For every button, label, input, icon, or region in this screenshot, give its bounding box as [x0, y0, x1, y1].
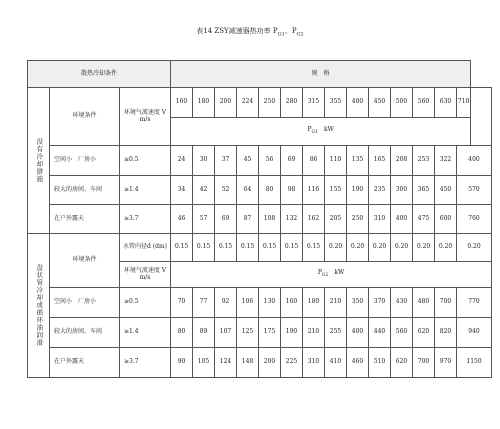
g2-water: 0.15	[303, 234, 325, 262]
g2-cell: 175	[259, 318, 281, 348]
g1-cell: 205	[325, 205, 347, 234]
g2-env-label: 环境条件	[50, 234, 120, 288]
g1-size: 280	[281, 88, 303, 118]
g1-cell: 132	[281, 205, 303, 234]
g2-water: 0.20	[369, 234, 391, 262]
g2-cell: 106	[237, 288, 259, 318]
g2-cell: 130	[259, 288, 281, 318]
g2-cell: 430	[391, 288, 413, 318]
table-row	[28, 146, 492, 176]
g1-cell: 162	[303, 205, 325, 234]
g1-row-speed: ≥3.7	[120, 205, 171, 234]
g2-cell: 700	[413, 348, 435, 378]
g1-size: 180	[193, 88, 215, 118]
g2-cell: 310	[303, 348, 325, 378]
g2-cell: 350	[347, 288, 369, 318]
g2-cell: 400	[347, 318, 369, 348]
g1-cell: 310	[369, 205, 391, 234]
g2-cell: 210	[325, 288, 347, 318]
g1-cell: 110	[325, 146, 347, 176]
g1-row-env: 空间小 厂房小	[50, 146, 120, 176]
g1-cell: 30	[193, 146, 215, 176]
g2-water: 0.15	[215, 234, 237, 262]
g1-size: 355	[325, 88, 347, 118]
g2-water: 0.15	[281, 234, 303, 262]
g1-row-env: 较大的房间、车间	[50, 176, 120, 205]
g2-cell: 440	[369, 318, 391, 348]
g1-cell: 250	[347, 205, 369, 234]
g2-cell: 510	[369, 348, 391, 378]
g2-cell: 77	[193, 288, 215, 318]
g2-cell: 700	[435, 288, 457, 318]
g2-cell: 410	[325, 348, 347, 378]
g1-cell: 450	[435, 176, 457, 205]
g1-size: 160	[171, 88, 193, 118]
g1-cell: 37	[215, 146, 237, 176]
g2-cell: 92	[215, 288, 237, 318]
g2-cell: 560	[391, 318, 413, 348]
g2-cell: 460	[347, 348, 369, 378]
g1-cell: 57	[193, 205, 215, 234]
g2-water-row	[28, 234, 492, 262]
g2-water: 0.20	[413, 234, 435, 262]
g2-cell: 210	[303, 318, 325, 348]
g2-cell: 620	[413, 318, 435, 348]
g2-cell: 70	[171, 288, 193, 318]
g2-cell: 770	[457, 288, 492, 318]
g1-cell: 46	[171, 205, 193, 234]
g2-unit-label: $P_{G2}$ kW	[171, 262, 492, 288]
group1-label: 没有冷却措施	[28, 88, 50, 234]
g2-cell: 225	[281, 348, 303, 378]
g2-cell: 940	[457, 318, 492, 348]
g2-cell: 105	[193, 348, 215, 378]
table-row	[28, 205, 492, 234]
g1-row-speed: ≥0.5	[120, 146, 171, 176]
g2-cell: 107	[215, 318, 237, 348]
g2-water: 0.20	[325, 234, 347, 262]
g2-cell: 124	[215, 348, 237, 378]
g2-water: 0.15	[237, 234, 259, 262]
header-row	[28, 61, 492, 88]
g1-cell: 69	[281, 146, 303, 176]
g1-size: 710	[457, 88, 471, 118]
g1-cell: 108	[259, 205, 281, 234]
g2-airspeed-label: 环境气流速度 V m/s	[120, 262, 171, 288]
g2-water: 0.15	[259, 234, 281, 262]
g2-cell: 1150	[457, 348, 492, 378]
g2-cell: 190	[281, 318, 303, 348]
g1-env-label: 环境条件	[50, 88, 120, 146]
g1-cell: 24	[171, 146, 193, 176]
g1-cell: 300	[391, 176, 413, 205]
g2-water: 0.15	[193, 234, 215, 262]
g1-cell: 322	[435, 146, 457, 176]
g2-row-env: 在户外露天	[50, 348, 120, 378]
g2-water: 0.20	[347, 234, 369, 262]
g1-cell: 87	[237, 205, 259, 234]
g2-cell: 180	[303, 288, 325, 318]
g1-cell: 208	[391, 146, 413, 176]
g2-row-speed: ≥1.4	[120, 318, 171, 348]
g1-size-row	[28, 88, 492, 118]
g1-cell: 155	[325, 176, 347, 205]
g1-unit-label: $P_{G1}$ kW	[171, 118, 471, 146]
g1-cell: 98	[281, 176, 303, 205]
g1-cell: 235	[369, 176, 391, 205]
g2-cell: 820	[435, 318, 457, 348]
g2-cell: 620	[391, 348, 413, 378]
g1-cell: 600	[435, 205, 457, 234]
g1-cell: 400	[391, 205, 413, 234]
g2-cell: 370	[369, 288, 391, 318]
group2-label: 盘状管冷却或循环油润滑	[28, 234, 50, 378]
g1-cell: 253	[413, 146, 435, 176]
g2-row-env: 空间小 厂房小	[50, 288, 120, 318]
g1-cell: 365	[413, 176, 435, 205]
header-specification: 规 格	[171, 61, 471, 88]
g1-size: 450	[369, 88, 391, 118]
g1-size: 224	[237, 88, 259, 118]
g1-airspeed-label: 环境气流速度 V m/s	[120, 88, 171, 146]
table-title: 表14 ZSY减速器热功率 $P_{G1}$、$P_{G2}$	[196, 27, 304, 38]
g1-cell: 116	[303, 176, 325, 205]
header-cooling-condition: 散热冷却条件	[28, 61, 171, 88]
g1-cell: 69	[215, 205, 237, 234]
g1-cell: 135	[347, 146, 369, 176]
g1-cell: 42	[193, 176, 215, 205]
g2-cell: 200	[259, 348, 281, 378]
g2-cell: 80	[171, 318, 193, 348]
g2-water: 0.20	[391, 234, 413, 262]
g1-cell: 190	[347, 176, 369, 205]
g1-cell: 80	[259, 176, 281, 205]
g2-cell: 148	[237, 348, 259, 378]
table-row	[28, 176, 492, 205]
g2-cell: 160	[281, 288, 303, 318]
thermal-power-table	[27, 60, 492, 378]
g1-cell: 165	[369, 146, 391, 176]
g1-cell: 56	[259, 146, 281, 176]
g1-size: 560	[413, 88, 435, 118]
g2-water: 0.20	[435, 234, 457, 262]
g1-size: 630	[435, 88, 457, 118]
g1-cell: 34	[171, 176, 193, 205]
g2-cell: 970	[435, 348, 457, 378]
g1-cell: 86	[303, 146, 325, 176]
g2-water: 0.20	[457, 234, 492, 262]
g1-size: 500	[391, 88, 413, 118]
g2-water: 0.15	[171, 234, 193, 262]
g2-water-label: 水管内径d (dm)	[120, 234, 171, 262]
g1-size: 200	[215, 88, 237, 118]
g2-cell: 89	[193, 318, 215, 348]
g2-row-speed: ≥3.7	[120, 348, 171, 378]
g1-size: 250	[259, 88, 281, 118]
g1-cell: 52	[215, 176, 237, 205]
g2-cell: 480	[413, 288, 435, 318]
table-row	[28, 318, 492, 348]
g1-cell: 570	[457, 176, 492, 205]
g2-row-env: 较大的房间、车间	[50, 318, 120, 348]
table-row	[28, 348, 492, 378]
g2-cell: 125	[237, 318, 259, 348]
table-row	[28, 288, 492, 318]
g1-cell: 45	[237, 146, 259, 176]
g2-cell: 90	[171, 348, 193, 378]
g1-row-speed: ≥1.4	[120, 176, 171, 205]
g2-cell: 255	[325, 318, 347, 348]
g1-size: 400	[347, 88, 369, 118]
g1-cell: 760	[457, 205, 492, 234]
g1-row-env: 在户外露天	[50, 205, 120, 234]
g1-cell: 64	[237, 176, 259, 205]
g1-cell: 400	[457, 146, 492, 176]
g2-row-speed: ≥0.5	[120, 288, 171, 318]
g1-cell: 475	[413, 205, 435, 234]
g1-size: 315	[303, 88, 325, 118]
